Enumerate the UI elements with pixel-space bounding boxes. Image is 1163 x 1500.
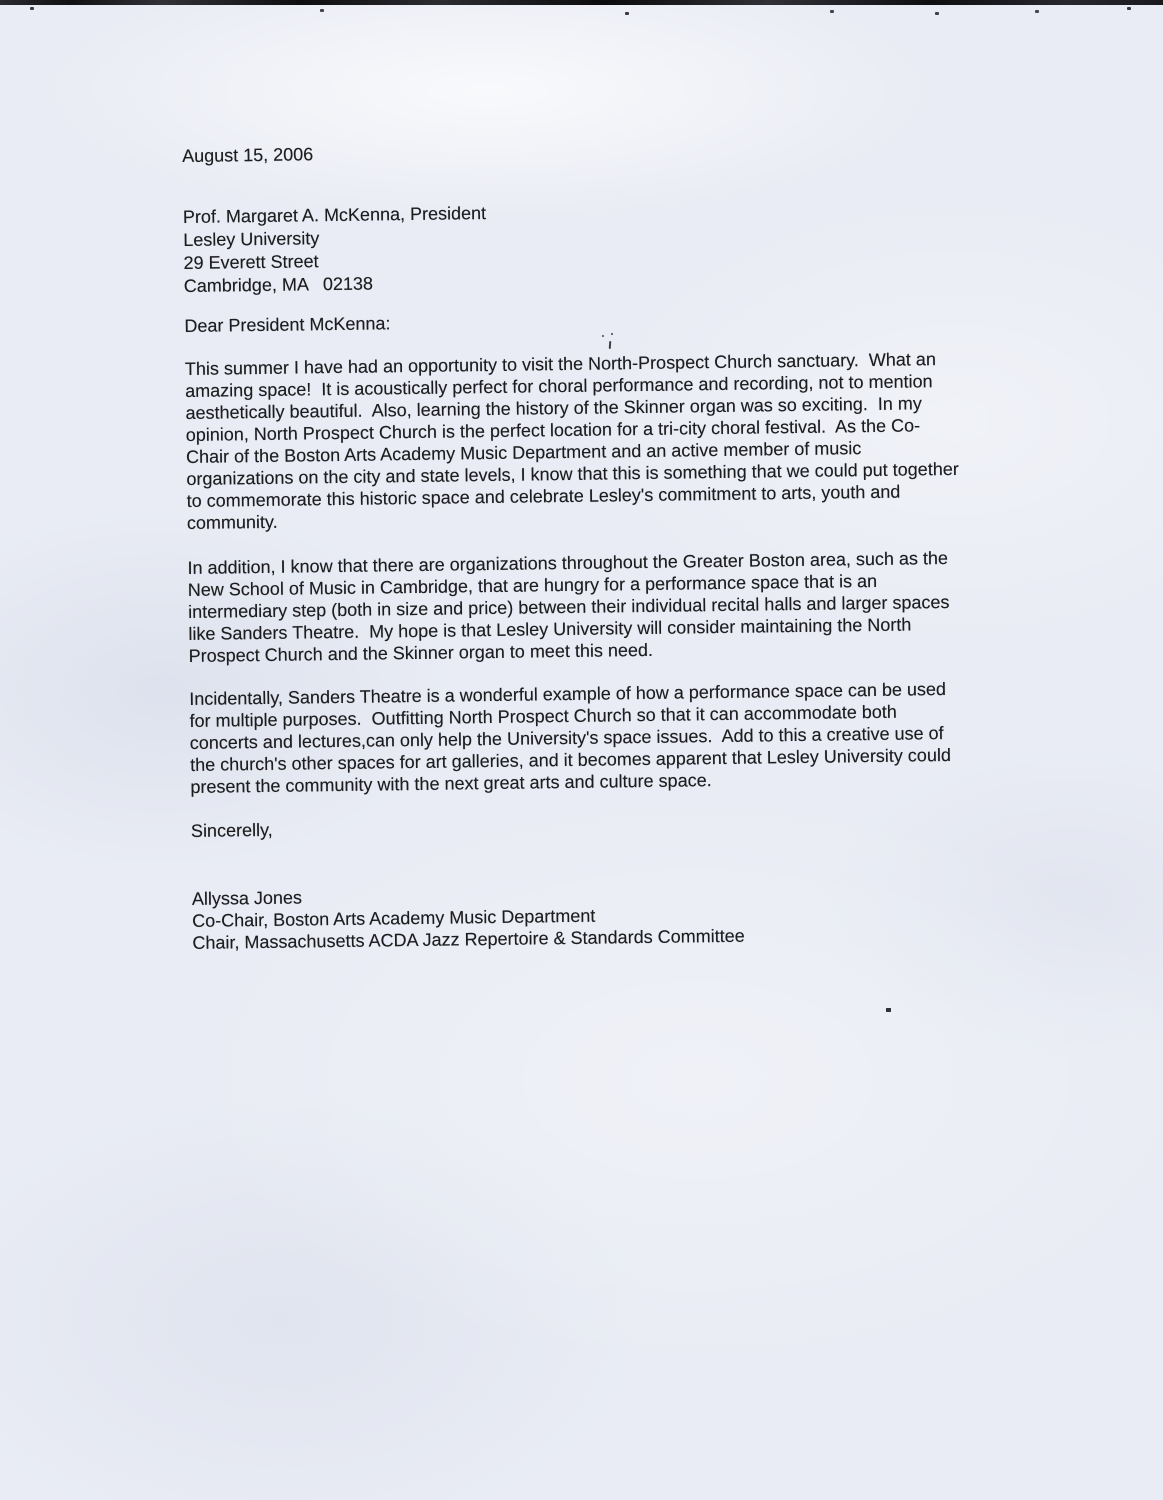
recipient-address-block — [183, 194, 1114, 298]
recipient-name: Prof. Margaret A. McKenna, President — [182, 203, 487, 227]
letter-content — [182, 133, 1123, 954]
signature-block — [192, 876, 1123, 954]
scan-edge-artifact — [0, 0, 1163, 5]
signer-title-1: Co-Chair, Boston Arts Academy Music Department — [192, 905, 596, 931]
body-paragraph-2: In addition, I know that there are organizations throughout the Greater Boston area, such as the New School of Music in Cambridge, that are hungry for a performance space that is an intermediary step (both in size and price) between their individual recital halls and larger spaces like Sanders Theatre. My hope is that Lesley University will consider maintaining the North Prospect Church and the Skinner organ to meet this need. — [187, 548, 950, 666]
recipient-organization: Lesley University — [183, 228, 320, 250]
salutation: Dear President McKenna: — [184, 313, 391, 336]
body-paragraph-3: Incidentally, Sanders Theatre is a wonderful example of how a performance space can be used for multiple purposes. Outfitting North Prospect Church so that it can accommodate both concerts and lectures,can only help the University's space issues. Add to this a creative use of the church's other spaces for art galleries, and it becomes apparent that Lesley University could present the community with the next great arts and culture space. — [189, 679, 952, 797]
recipient-city-state-zip: Cambridge, MA 02138 — [183, 273, 374, 296]
letter-date: August 15, 2006 — [182, 144, 314, 166]
signer-title-2: Chair, Massachusetts ACDA Jazz Repertoire & Standards Committee — [192, 925, 745, 953]
body-paragraph-1: This summer I have had an opportunity to visit the North-Prospect Church sanctuary. What an amazing space! It is acoustically perfect for choral performance and recording, not to mention aesthetically beautiful. Also, learning the history of the Skinner organ was so exciting. In my opinion, North Prospect Church is the perfect location for a tri-city choral festival. As the Co- Chair of the Boston Arts Academy Music Department and an active member of music organizations on the city and state levels, I know that this is something that we could put together to commemorate this historic space and celebrate Lesley's commitment to arts, youth and community. — [184, 349, 959, 533]
scan-speck-artifacts — [30, 7, 34, 10]
pen-mark-artifact — [600, 332, 618, 352]
recipient-street: 29 Everett Street — [183, 251, 319, 273]
scan-speck-artifact — [886, 1008, 891, 1012]
signer-name: Allyssa Jones — [191, 887, 303, 909]
closing-line: Sincerelly, — [190, 819, 273, 841]
